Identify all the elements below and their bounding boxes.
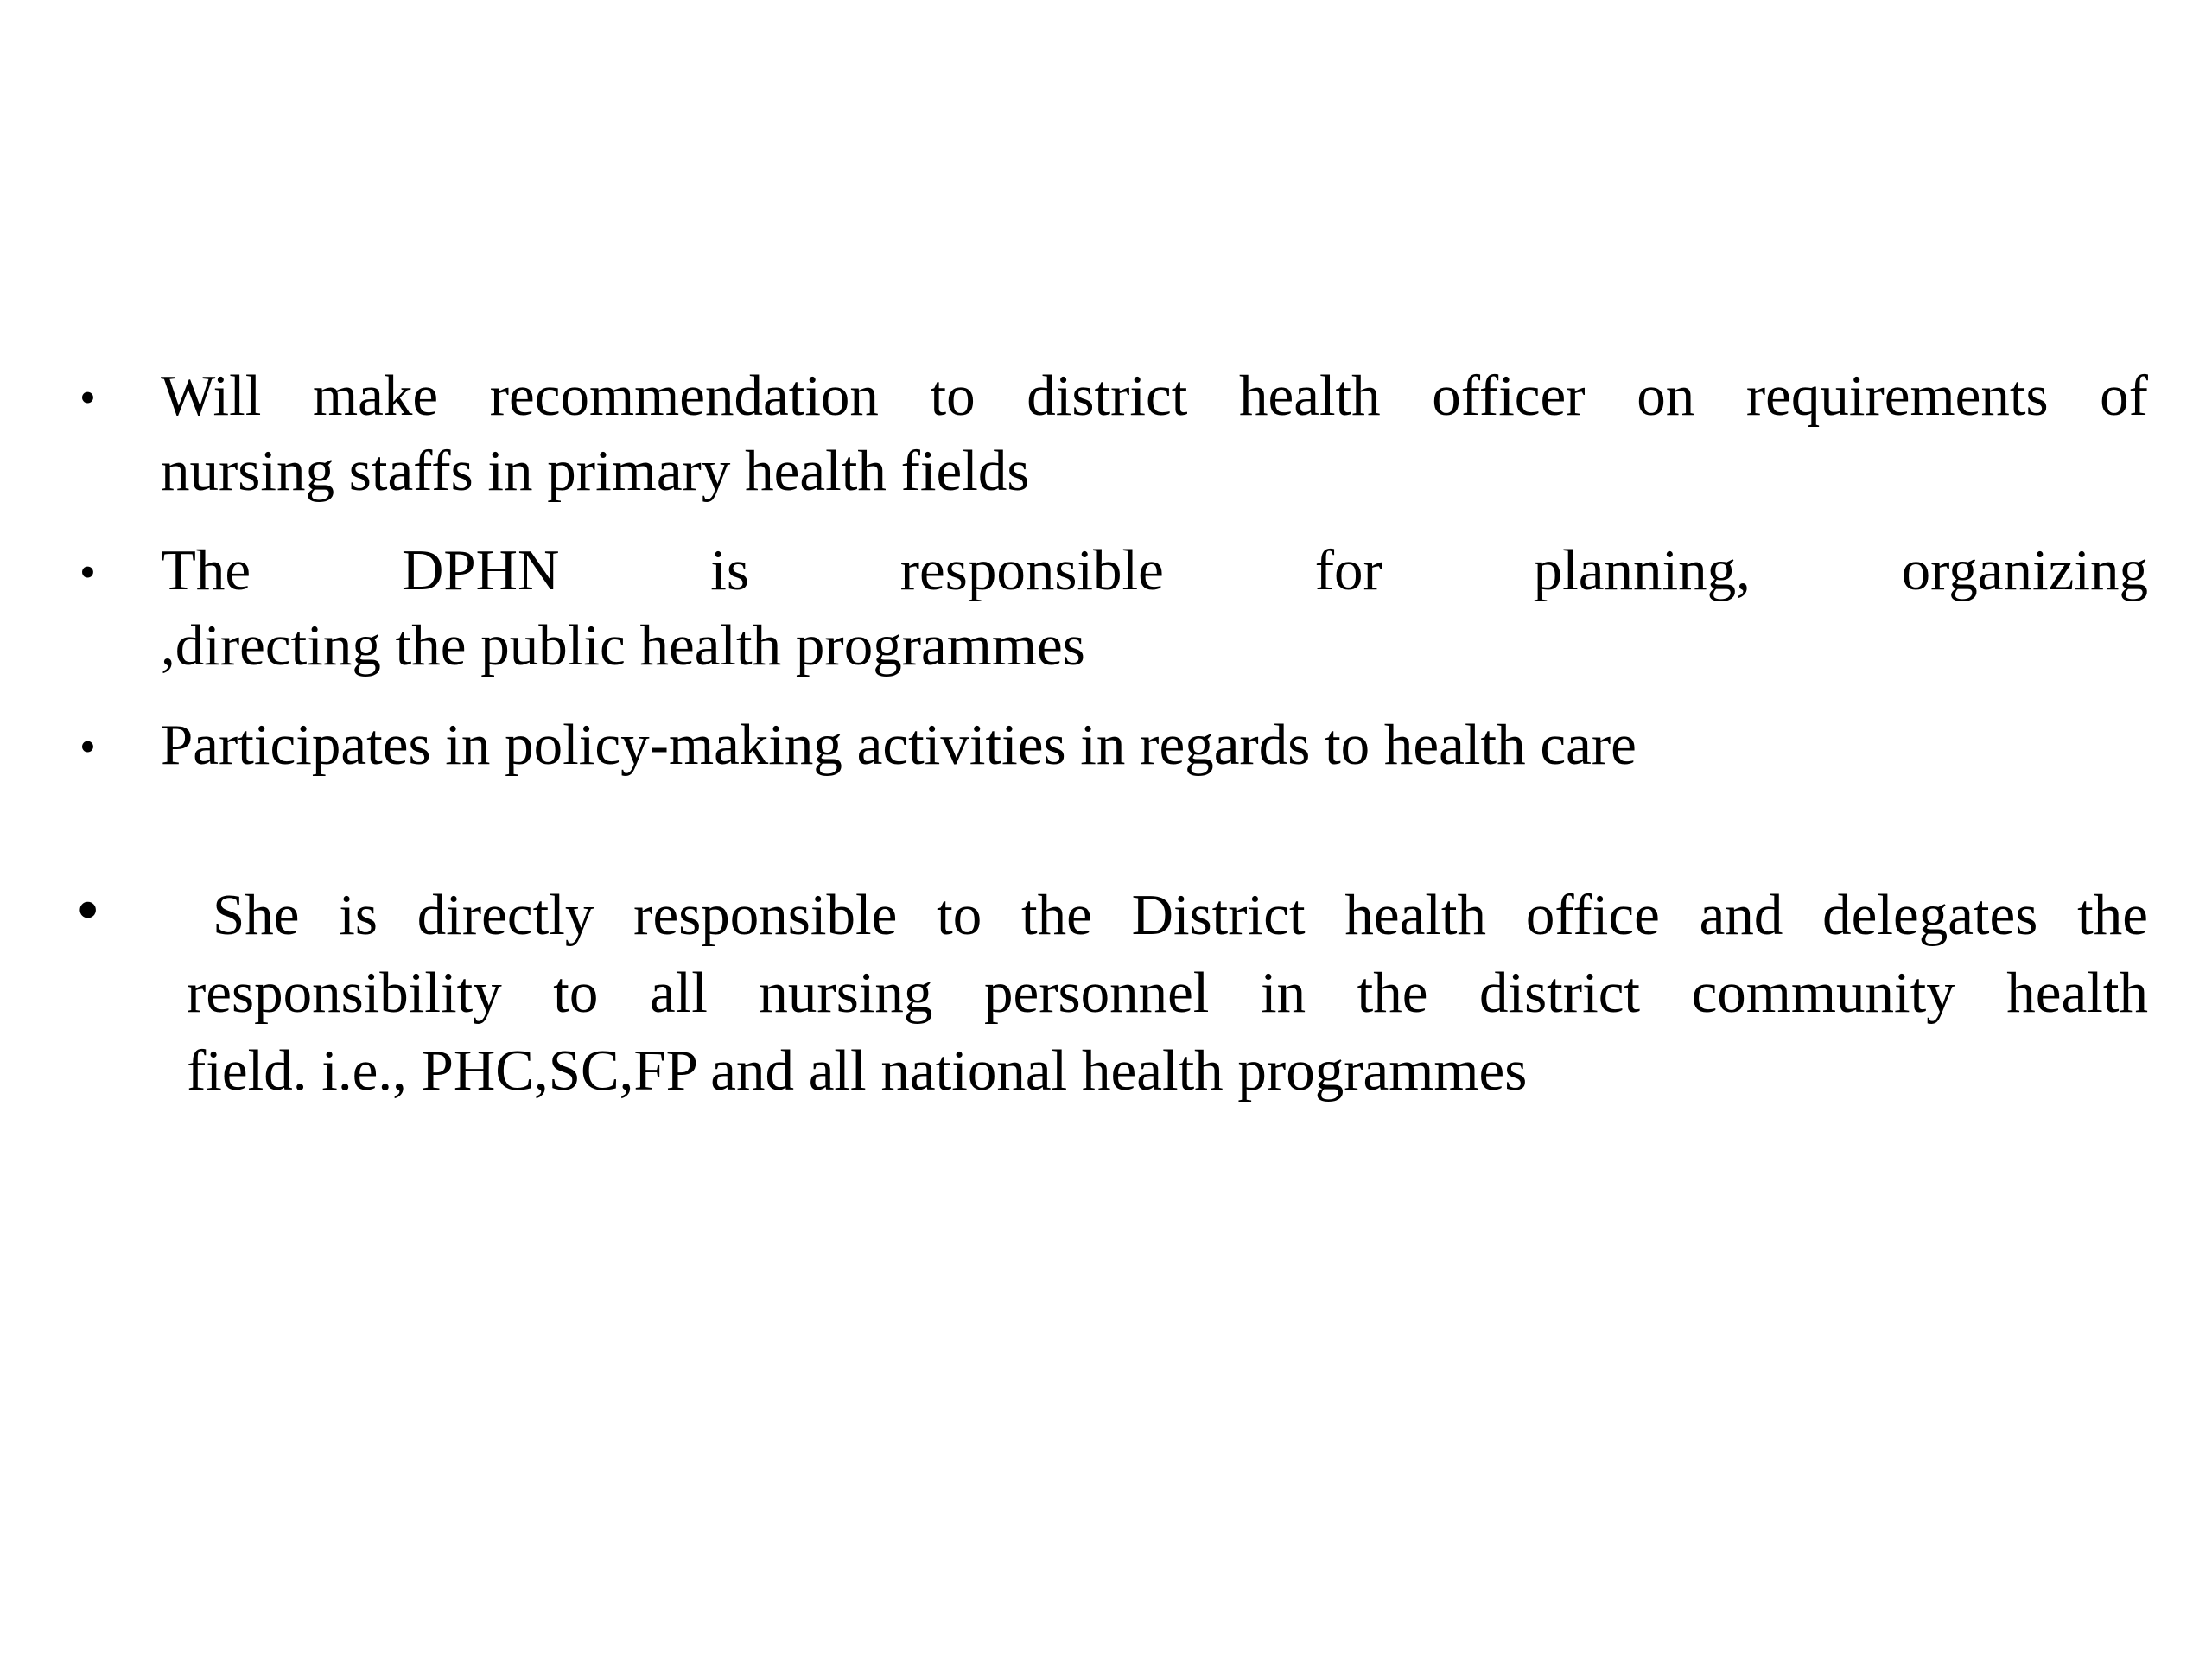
bullet-marker: • [79,721,96,772]
bullet-line: nursing staffs in primary health fields [161,439,1030,503]
bullet-text [187,874,2148,1107]
bullet-text [161,708,2062,783]
bullet-line: Will make recommendation to district health officer on requirements of [161,364,2148,428]
bullet-line: ,directing the public health programmes [161,613,1085,677]
bullet-line: responsibility to all nursing personnel in the district community health [187,961,2148,1025]
bullet-line: She is directly responsible to the District health office and delegates the [213,883,2148,947]
bullet-marker: • [76,872,100,947]
bullet-line: The DPHN is responsible for planning, organizing [161,538,2148,602]
bullet-text [161,533,2148,683]
bullet-marker: • [79,546,96,598]
bullet-line: field. i.e., PHC,SC,FP and all national health programmes [187,1039,1528,1103]
bullet-marker: • [79,372,96,423]
bullet-line: Participates in policy-making activities in regards to health care [161,713,1637,777]
bullet-text [161,359,2148,509]
